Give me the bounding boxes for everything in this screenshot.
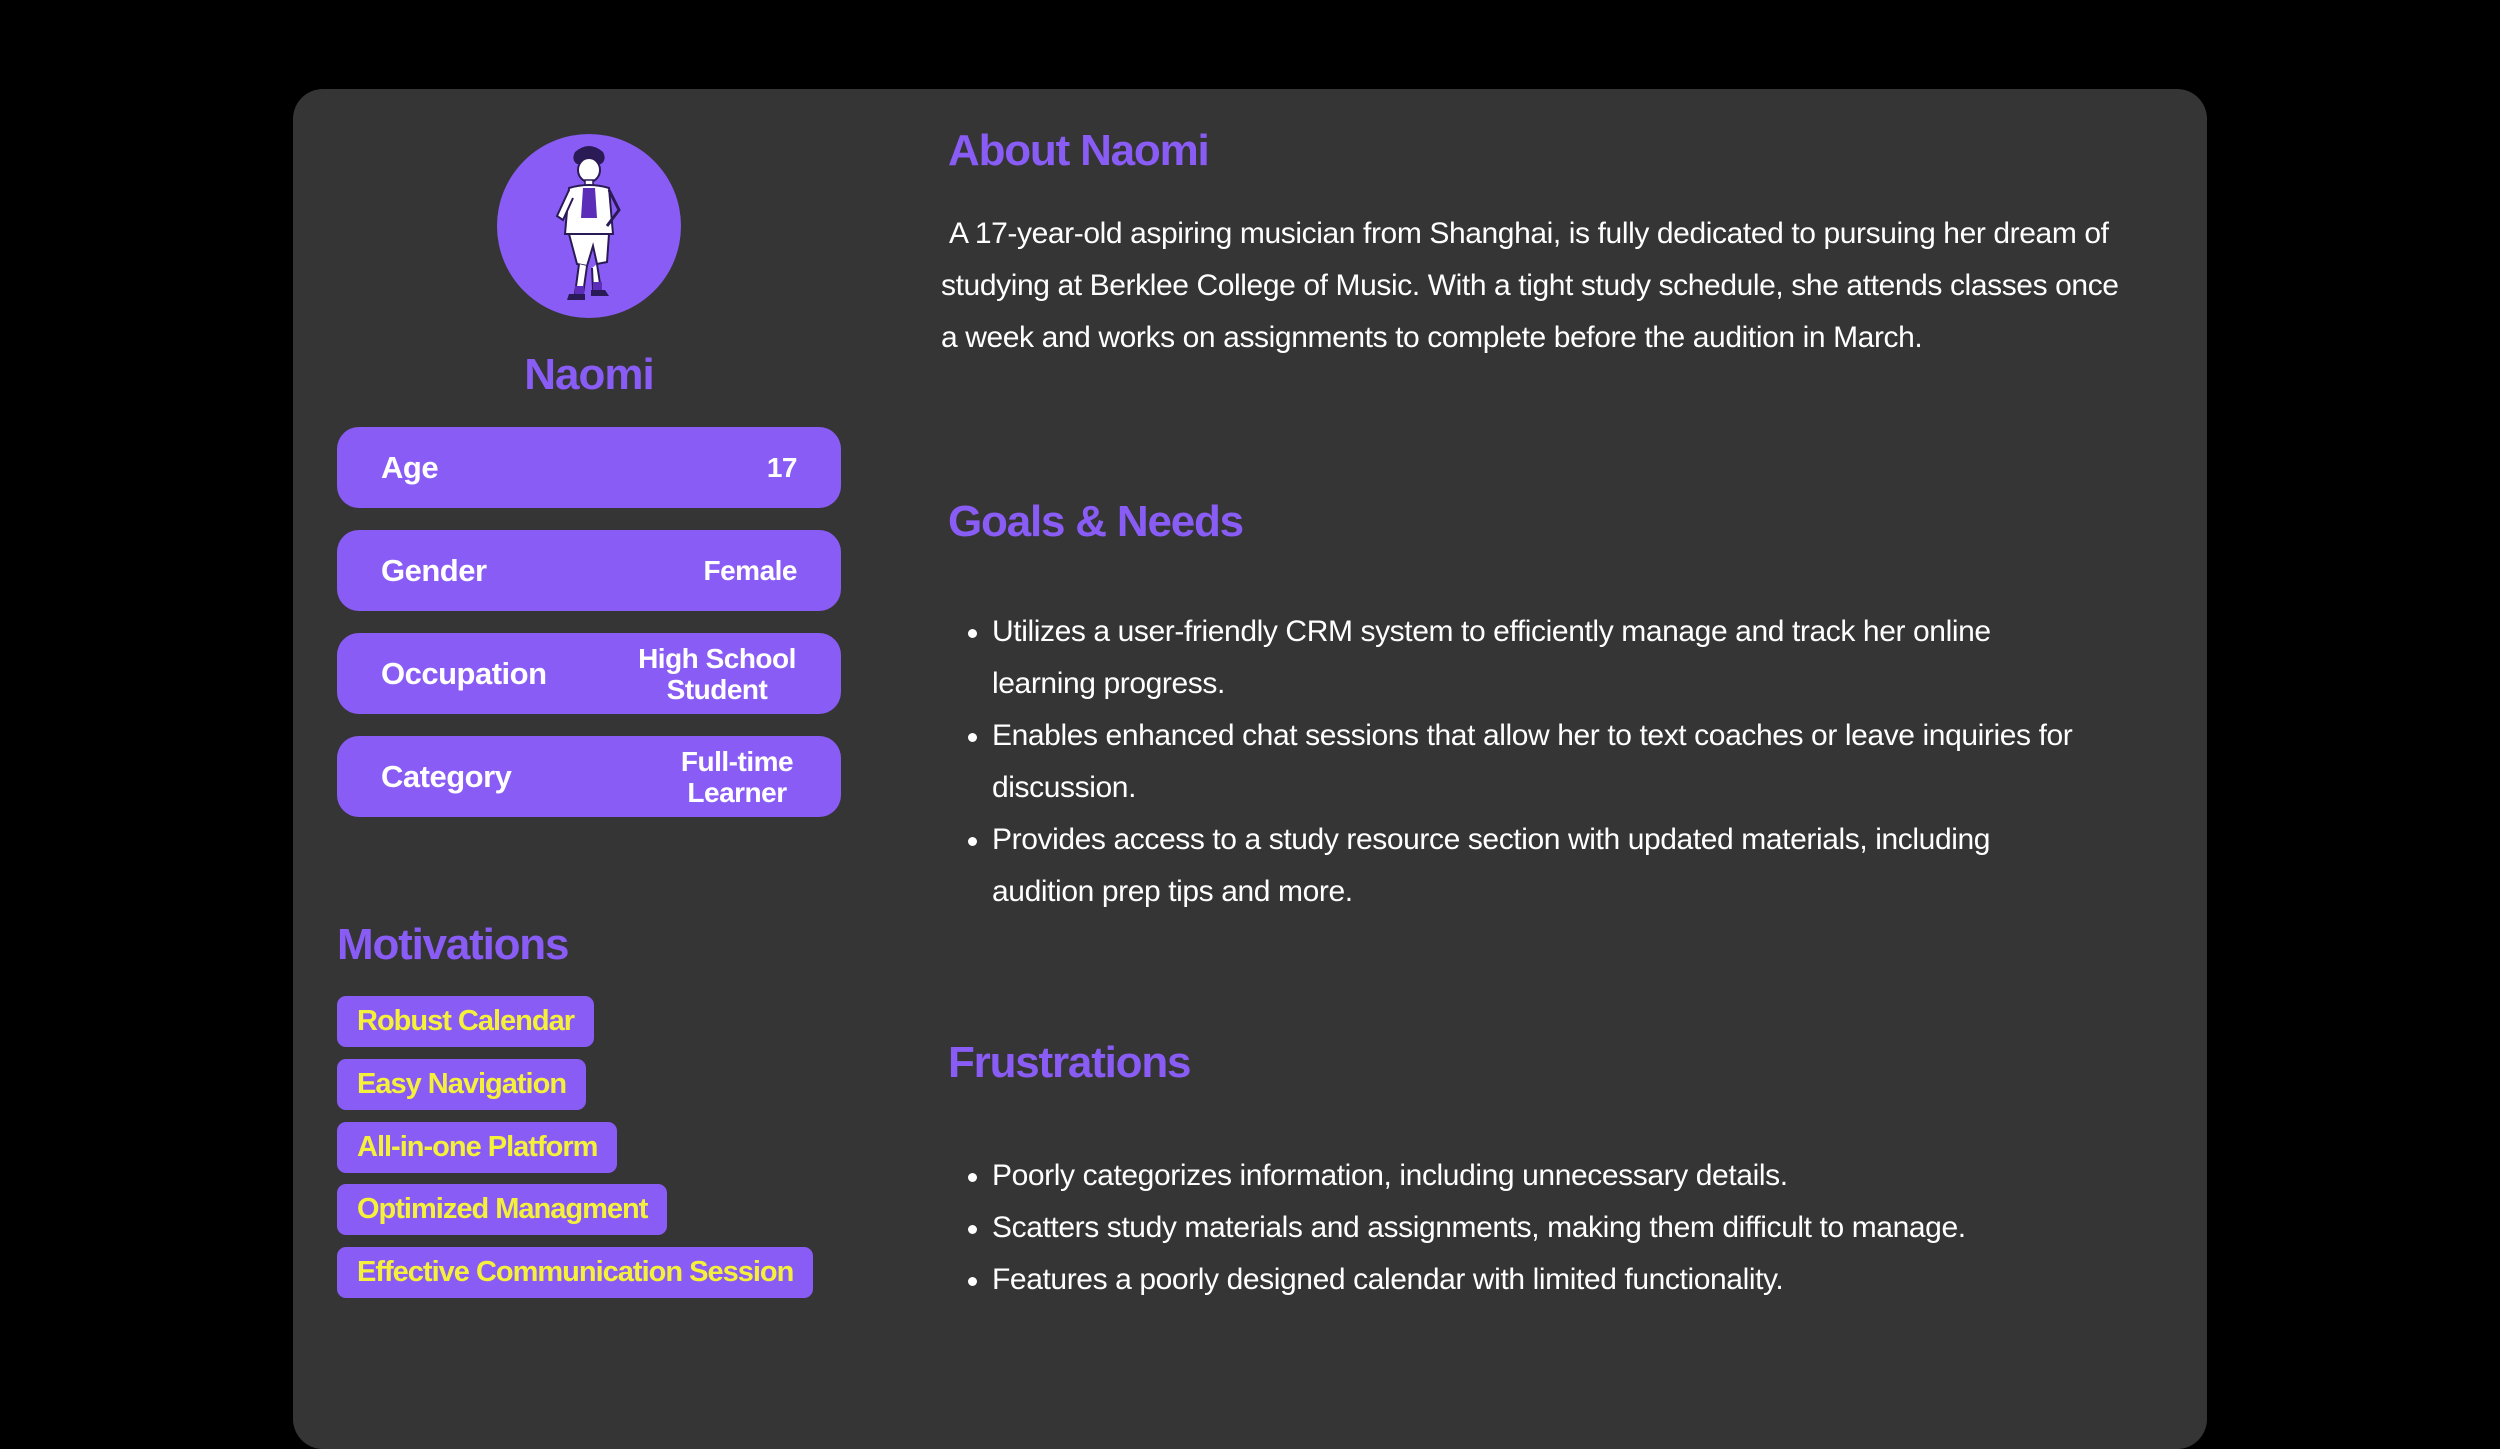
motivations-heading: Motivations — [337, 920, 569, 969]
motivation-tag: Optimized Managment — [337, 1184, 667, 1235]
info-pill-category — [337, 736, 841, 817]
list-item: Features a poorly designed calendar with limited functionality. — [992, 1254, 2142, 1306]
list-item: Enables enhanced chat sessions that allow her to text coaches or leave inquiries for discussion. — [992, 710, 2092, 814]
info-value: High School Student — [638, 642, 796, 705]
frustrations-heading: Frustrations — [948, 1038, 1191, 1087]
about-heading: About Naomi — [948, 126, 1209, 175]
list-item: Utilizes a user-friendly CRM system to efficiently manage and track her online learning progress. — [992, 606, 2092, 710]
info-label: Category — [381, 758, 512, 794]
info-pill-occupation — [337, 633, 841, 714]
goals-list — [992, 606, 2092, 918]
info-label: Gender — [381, 552, 487, 588]
motivation-tag: All-in-one Platform — [337, 1122, 617, 1173]
info-label: Age — [381, 449, 439, 485]
person-illustration-icon — [497, 134, 681, 318]
about-paragraph: A 17-year-old aspiring musician from Shanghai, is fully dedicated to pursuing her dream of studying at Berklee College of Music. With a tight study schedule, she attends classes once a week and works on assignments to complete before the audition in March. — [941, 217, 2119, 354]
info-pill-age — [337, 427, 841, 508]
goals-heading: Goals & Needs — [948, 497, 1243, 546]
motivation-tag: Easy Navigation — [337, 1059, 586, 1110]
list-item: Scatters study materials and assignments, making them difficult to manage. — [992, 1202, 2142, 1254]
frustrations-list — [992, 1150, 2142, 1306]
list-item: Poorly categorizes information, including unnecessary details. — [992, 1150, 2142, 1202]
motivation-tag: Robust Calendar — [337, 996, 594, 1047]
about-text — [941, 208, 2141, 364]
info-value: Female — [703, 555, 797, 586]
info-value: Full-time Learner — [680, 745, 794, 808]
info-value: 17 — [766, 452, 797, 483]
persona-name: Naomi — [524, 350, 654, 399]
list-item: Provides access to a study resource section with updated materials, including audition prep tips and more. — [992, 814, 2092, 918]
avatar — [497, 134, 681, 318]
motivation-tag: Effective Communication Session — [337, 1247, 813, 1298]
info-label: Occupation — [381, 655, 547, 691]
info-pill-gender — [337, 530, 841, 611]
